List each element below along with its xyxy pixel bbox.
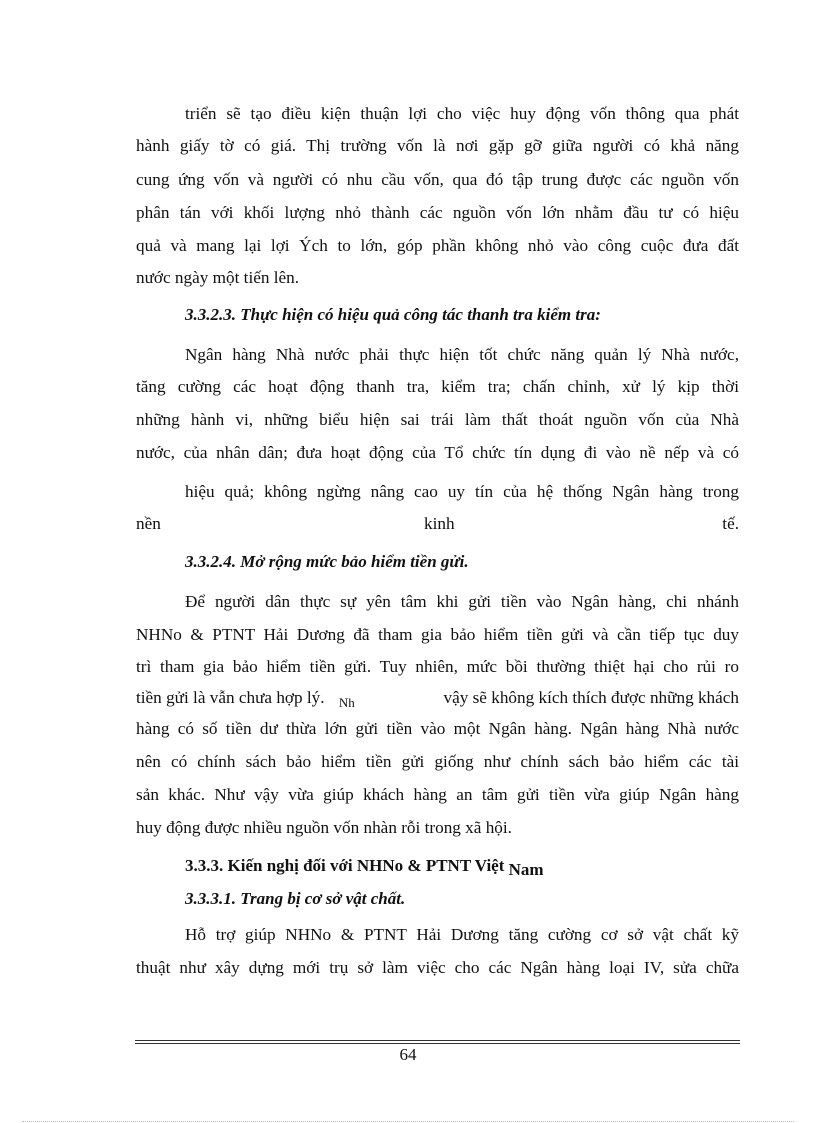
paragraph-line: hiệu quả; không ngừng nâng cao uy tín của hệ thống Ngân hàng trong [185, 482, 739, 501]
paragraph-line: Ngân hàng Nhà nước phải thực hiện tốt chức năng quản lý Nhà nước, [185, 345, 739, 364]
paragraph-line: Để người dân thực sự yên tâm khi gửi tiền vào Ngân hàng, chi nhánh [185, 592, 739, 611]
paragraph-line: triển sẽ tạo điều kiện thuận lợi cho việc huy động vốn thông qua phát [185, 104, 739, 123]
paragraph-line: quả và mang lại lợi Ých to lớn, góp phần không nhỏ vào công cuộc đưa đất [136, 236, 739, 255]
section-heading [185, 856, 544, 879]
paragraph-line: thuật như xây dựng mới trụ sở làm việc cho các Ngân hàng loại IV, sửa chữa [136, 958, 739, 977]
word: nền [136, 514, 161, 533]
page-number: 64 [399, 1045, 417, 1064]
paragraph-line: nên có chính sách bảo hiểm tiền gửi giống như chính sách bảo hiểm các tài [136, 752, 739, 771]
section-heading: 3.3.2.3. Thực hiện có hiệu quả công tác thanh tra kiểm tra: [185, 305, 601, 324]
page-border-dots [22, 1121, 794, 1122]
text-run-small: Nh [338, 695, 355, 710]
text-run: tiền gửi là vẫn chưa hợp lý. [136, 688, 325, 707]
text-run: vậy sẽ không kích thích được những khách [443, 688, 739, 707]
heading-text: 3.3.3. Kiến nghị đối với NHNo & PTNT Việt [185, 856, 505, 875]
paragraph-line: Hỗ trợ giúp NHNo & PTNT Hải Dương tăng cường cơ sở vật chất kỹ [185, 925, 739, 944]
paragraph-line: nước, của nhân dân; đưa hoạt động của Tổ chức tín dụng đi vào nề nếp và có [136, 443, 739, 462]
paragraph-line: huy động được nhiều nguồn vốn nhàn rỗi trong xã hội. [136, 818, 512, 837]
footer-rule [135, 1040, 740, 1041]
word: tế. [722, 514, 739, 533]
footer-rule [135, 1043, 740, 1044]
paragraph-line: sản khác. Như vậy vừa giúp khách hàng an tâm gửi tiền vừa giúp Ngân hàng [136, 785, 739, 804]
paragraph-line: cung ứng vốn và người có nhu cầu vốn, qua đó tập trung được các nguồn vốn [136, 170, 739, 189]
section-heading: 3.3.2.4. Mở rộng mức bảo hiểm tiền gửi. [185, 552, 469, 571]
paragraph-line: hành giấy tờ có giá. Thị trường vốn là nơi gặp gỡ giữa người có khả năng [136, 136, 739, 155]
subsection-heading: 3.3.3.1. Trang bị cơ sở vật chất. [185, 889, 406, 908]
paragraph-line-mixed [136, 688, 739, 709]
paragraph-line: những hành vi, những biểu hiện sai trái làm thất thoát nguồn vốn của Nhà [136, 410, 739, 429]
word: kinh [424, 514, 455, 533]
heading-text: Nam [508, 860, 544, 879]
paragraph-line: NHNo & PTNT Hải Dương đã tham gia bảo hiểm tiền gửi và cần tiếp tục duy [136, 625, 739, 644]
paragraph-line: hàng có số tiền dư thừa lớn gửi tiền vào một Ngân hàng. Ngân hàng Nhà nước [136, 719, 739, 738]
paragraph-line: tăng cường các hoạt động thanh tra, kiểm tra; chấn chỉnh, xử lý kịp thời [136, 377, 739, 396]
paragraph-line: nước ngày một tiến lên. [136, 268, 300, 287]
paragraph-line: phân tán với khối lượng nhỏ thành các nguồn vốn lớn nhằm đầu tư có hiệu [136, 203, 739, 222]
paragraph-line: trì tham gia bảo hiểm tiền gửi. Tuy nhiên, mức bồi thường thiệt hại cho rủi ro [136, 657, 739, 676]
